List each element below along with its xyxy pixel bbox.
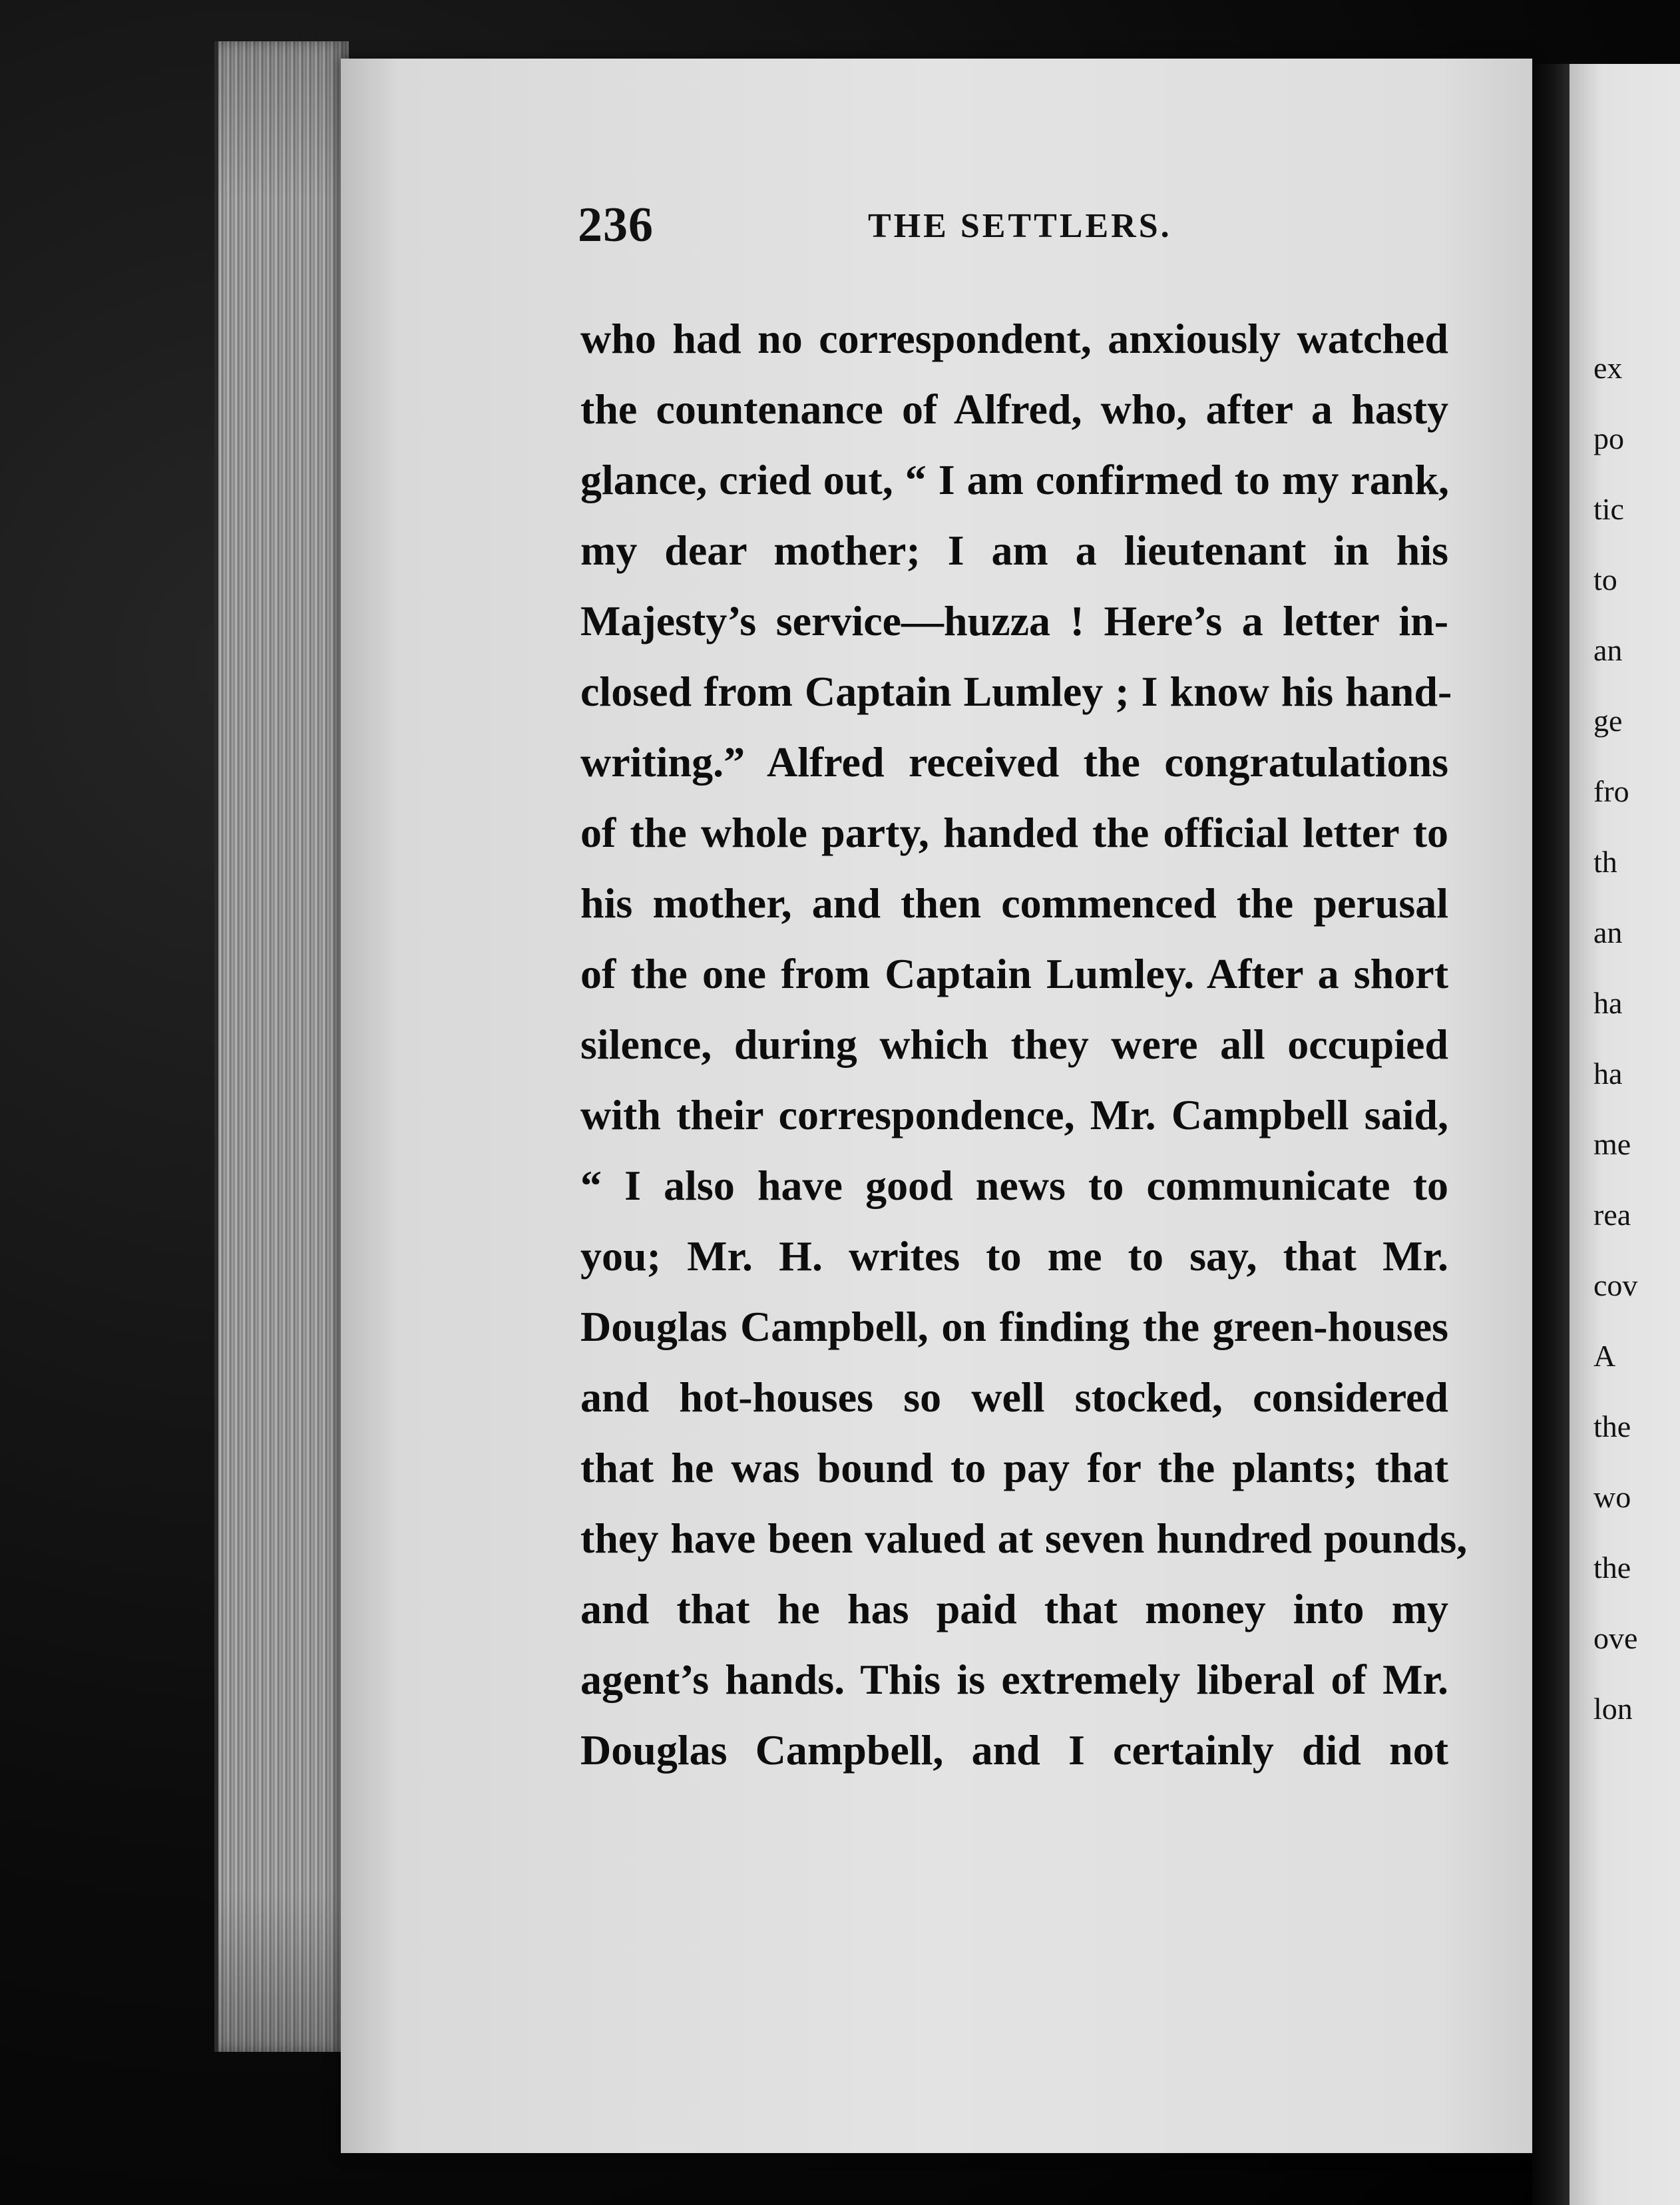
text-line: who had no correspondent, anxiously watched	[580, 315, 1448, 362]
recto-fragment: po	[1593, 421, 1624, 455]
text-line: writing.” Alfred received the congratulations	[580, 738, 1448, 786]
text-line: of the whole party, handed the official letter to	[580, 809, 1448, 856]
recto-fragment: ove	[1593, 1621, 1638, 1655]
text-line: you; Mr. H. writes to me to say, that Mr.	[580, 1232, 1448, 1280]
recto-fragment: an	[1593, 633, 1623, 667]
text-line: the countenance of Alfred, who, after a hasty	[580, 385, 1448, 433]
page-number: 236	[578, 198, 654, 252]
text-line: with their correspondence, Mr. Campbell said,	[580, 1091, 1448, 1138]
text-line: glance, cried out, “ I am confirmed to my rank,	[580, 456, 1449, 503]
book-page-recto	[1570, 64, 1680, 2205]
text-line: and hot-houses so well stocked, considered	[580, 1373, 1448, 1421]
text-line: of the one from Captain Lumley. After a short	[580, 950, 1448, 997]
text-line: agent’s hands. This is extremely liberal of Mr.	[580, 1656, 1448, 1703]
text-line: closed from Captain Lumley ; I know his hand-	[580, 668, 1452, 715]
recto-fragment: ha	[1593, 986, 1623, 1020]
text-line: “ I also have good news to communicate to	[580, 1162, 1448, 1209]
recto-fragment: rea	[1593, 1198, 1631, 1232]
text-line: and that he has paid that money into my	[580, 1585, 1448, 1632]
recto-fragment: an	[1593, 915, 1623, 949]
running-title: THE SETTLERS.	[868, 207, 1172, 245]
recto-fragment: fro	[1593, 774, 1629, 808]
body-text	[580, 304, 1468, 1786]
recto-fragment: ha	[1593, 1057, 1623, 1091]
recto-fragment: th	[1593, 845, 1617, 879]
recto-fragment: the	[1593, 1551, 1631, 1585]
running-head	[578, 197, 1456, 250]
book-page-edges	[214, 41, 349, 2052]
recto-fragment: lon	[1593, 1692, 1633, 1726]
recto-fragment: to	[1593, 563, 1617, 597]
text-line: they have been valued at seven hundred pounds,	[580, 1515, 1468, 1562]
text-line: his mother, and then commenced the perusal	[580, 879, 1448, 927]
recto-fragment: cov	[1593, 1268, 1638, 1302]
recto-fragment: ex	[1593, 351, 1623, 385]
text-line: Majesty’s service—huzza ! Here’s a letter in-	[580, 597, 1448, 644]
recto-text-fragments	[1593, 333, 1637, 1744]
text-line: silence, during which they were all occupied	[580, 1021, 1448, 1068]
recto-fragment: ge	[1593, 704, 1623, 738]
text-line: my dear mother; I am a lieutenant in his	[580, 527, 1448, 574]
book-gutter	[1532, 64, 1570, 2205]
text-line: Douglas Campbell, on finding the green-houses	[580, 1303, 1448, 1350]
recto-fragment: A	[1593, 1339, 1616, 1373]
text-line: that he was bound to pay for the plants; that	[580, 1444, 1448, 1491]
recto-fragment: the	[1593, 1409, 1631, 1443]
recto-fragment: tic	[1593, 492, 1624, 526]
text-line: Douglas Campbell, and I certainly did not	[580, 1726, 1448, 1774]
recto-fragment: me	[1593, 1127, 1631, 1161]
recto-fragment: wo	[1593, 1480, 1631, 1514]
